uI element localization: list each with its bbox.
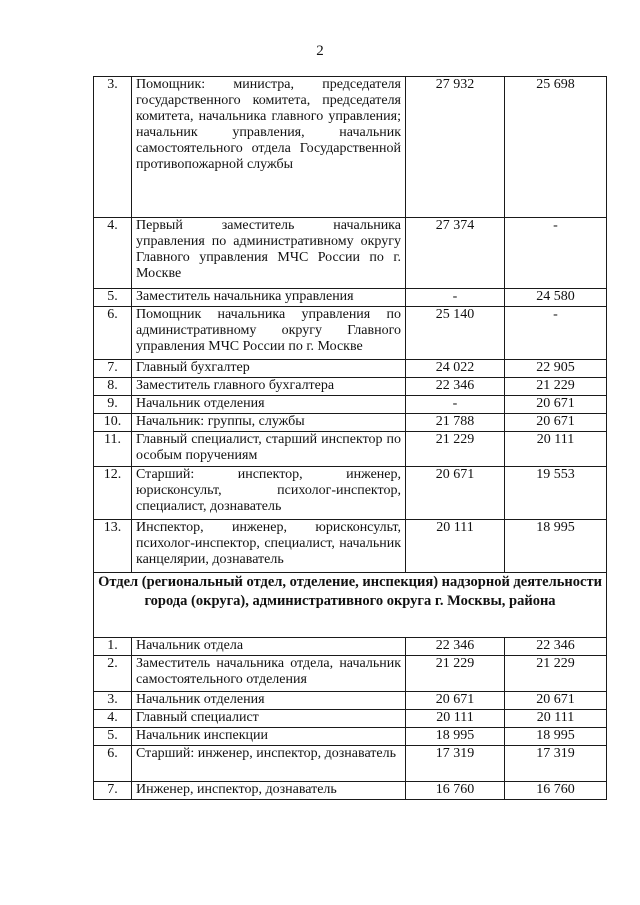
salary-value-2: 21 229: [505, 656, 607, 692]
position-name: Главный специалист: [132, 710, 406, 728]
table-row: [94, 520, 607, 573]
row-number: 6.: [94, 746, 132, 782]
salary-value-1: 22 346: [406, 378, 505, 396]
position-name: Инженер, инспектор, дознаватель: [132, 782, 406, 800]
salary-value-1: 21 229: [406, 656, 505, 692]
salary-value-1: 20 111: [406, 520, 505, 573]
salary-value-1: 24 022: [406, 360, 505, 378]
row-number: 4.: [94, 218, 132, 289]
table-row: [94, 289, 607, 307]
salary-value-2: 18 995: [505, 520, 607, 573]
row-number: 13.: [94, 520, 132, 573]
table-row: [94, 432, 607, 467]
row-number: 12.: [94, 467, 132, 520]
salary-value-2: 22 905: [505, 360, 607, 378]
salary-value-2: 20 671: [505, 692, 607, 710]
salary-value-1: 25 140: [406, 307, 505, 360]
table-row: [94, 414, 607, 432]
table-row: [94, 692, 607, 710]
position-name: Заместитель начальника управления: [132, 289, 406, 307]
table-row: [94, 782, 607, 800]
table-row: [94, 360, 607, 378]
table-row: [94, 746, 607, 782]
table-row: [94, 467, 607, 520]
salary-value-2: 18 995: [505, 728, 607, 746]
table-row: [94, 710, 607, 728]
row-number: 7.: [94, 360, 132, 378]
position-name: Начальник отделения: [132, 396, 406, 414]
row-number: 2.: [94, 656, 132, 692]
salary-value-1: 17 319: [406, 746, 505, 782]
row-number: 5.: [94, 289, 132, 307]
salary-value-1: 18 995: [406, 728, 505, 746]
table-row: [94, 656, 607, 692]
page-number: 2: [316, 43, 324, 59]
table-row: [94, 307, 607, 360]
salary-value-2: 20 111: [505, 710, 607, 728]
row-number: 7.: [94, 782, 132, 800]
salary-value-1: 20 111: [406, 710, 505, 728]
salary-value-1: -: [406, 289, 505, 307]
salary-value-2: 25 698: [505, 77, 607, 218]
position-name: Главный бухгалтер: [132, 360, 406, 378]
salary-value-1: 21 229: [406, 432, 505, 467]
salary-value-1: 20 671: [406, 467, 505, 520]
position-name: Главный специалист, старший инспектор по особым поручениям: [132, 432, 406, 467]
table-row: [94, 218, 607, 289]
row-number: 4.: [94, 710, 132, 728]
salary-value-2: -: [505, 218, 607, 289]
row-number: 10.: [94, 414, 132, 432]
salary-value-1: 20 671: [406, 692, 505, 710]
salary-value-2: 17 319: [505, 746, 607, 782]
salary-value-2: 19 553: [505, 467, 607, 520]
table-row: [94, 396, 607, 414]
salary-value-2: 21 229: [505, 378, 607, 396]
salary-value-1: 21 788: [406, 414, 505, 432]
row-number: 11.: [94, 432, 132, 467]
section-title: Отдел (региональный отдел, отделение, инспекция) надзорной деятельности города (округа), административного округа г. Москвы, района: [94, 573, 607, 638]
salary-value-2: -: [505, 307, 607, 360]
table-row: [94, 638, 607, 656]
position-name: Начальник отдела: [132, 638, 406, 656]
position-name: Помощник начальника управления по административному округу Главного управления МЧС России по г. Москве: [132, 307, 406, 360]
salary-value-2: 20 671: [505, 396, 607, 414]
position-name: Помощник: министра, председателя государственного комитета, председателя комитета, начальника главного управления; начальник управления, начальник самостоятельного отдела Государственной противопожарной службы: [132, 77, 406, 218]
table-row: [94, 378, 607, 396]
row-number: 5.: [94, 728, 132, 746]
position-name: Старший: инспектор, инженер, юрисконсульт, психолог-инспектор, специалист, дознаватель: [132, 467, 406, 520]
position-name: Начальник инспекции: [132, 728, 406, 746]
salary-value-1: 27 374: [406, 218, 505, 289]
position-name: Начальник отделения: [132, 692, 406, 710]
salary-table: [93, 76, 607, 800]
position-name: Инспектор, инженер, юрисконсульт, психолог-инспектор, специалист, начальник канцелярии, дознаватель: [132, 520, 406, 573]
table-row: [94, 77, 607, 218]
row-number: 9.: [94, 396, 132, 414]
salary-value-2: 16 760: [505, 782, 607, 800]
salary-value-1: -: [406, 396, 505, 414]
row-number: 6.: [94, 307, 132, 360]
row-number: 1.: [94, 638, 132, 656]
position-name: Старший: инженер, инспектор, дознаватель: [132, 746, 406, 782]
row-number: 3.: [94, 692, 132, 710]
position-name: Заместитель начальника отдела, начальник самостоятельного отделения: [132, 656, 406, 692]
section-row: [94, 573, 607, 638]
salary-value-1: 16 760: [406, 782, 505, 800]
row-number: 3.: [94, 77, 132, 218]
salary-value-1: 22 346: [406, 638, 505, 656]
salary-value-1: 27 932: [406, 77, 505, 218]
salary-value-2: 20 671: [505, 414, 607, 432]
position-name: Первый заместитель начальника управления по административному округу Главного управления МЧС России по г. Москве: [132, 218, 406, 289]
table-row: [94, 728, 607, 746]
salary-value-2: 22 346: [505, 638, 607, 656]
position-name: Заместитель главного бухгалтера: [132, 378, 406, 396]
row-number: 8.: [94, 378, 132, 396]
position-name: Начальник: группы, службы: [132, 414, 406, 432]
salary-value-2: 24 580: [505, 289, 607, 307]
salary-value-2: 20 111: [505, 432, 607, 467]
